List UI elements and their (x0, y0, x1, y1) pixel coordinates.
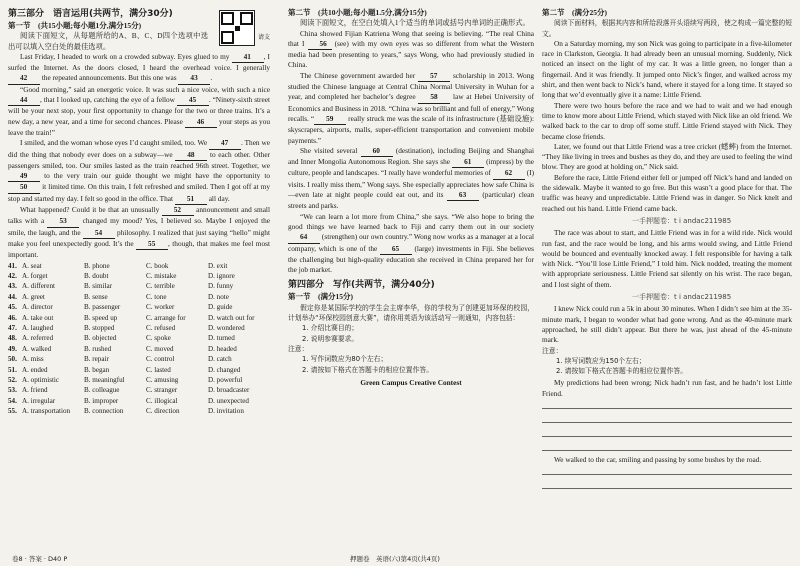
option-choice[interactable]: B. speed up (84, 313, 118, 322)
blank-50[interactable]: 50 (8, 182, 40, 193)
option-choice[interactable]: B. connection (84, 407, 124, 416)
blank-45[interactable]: 45 (177, 95, 209, 106)
blank-56[interactable]: 56 (308, 39, 332, 50)
option-choice[interactable]: D. turned (208, 334, 235, 343)
blank-54[interactable]: 54 (83, 228, 115, 239)
option-choice[interactable]: B. objected (84, 334, 117, 343)
option-choice[interactable]: B. repair (84, 355, 109, 364)
watermark-text: 一手押题卷：t i andac211985 (632, 216, 732, 225)
option-choice[interactable]: C. control (146, 355, 175, 364)
cloze-paragraph-2: “Good morning,” said an energetic voice. It was such a nice voice, with such a nice 44 , that I looked up, catching the eye of a fellow 45 . “Ninety-sixth street will be your next stop, your first opportunity to change for the two or three trains. It’s a new day, a new year, and a time for second chances. Please 46 your steps as you leave the train!” (8, 84, 271, 137)
option-choice[interactable]: A. different (22, 282, 55, 291)
option-number: 42. (8, 271, 17, 280)
option-number: 44. (8, 292, 17, 301)
option-choice[interactable]: B. rushed (84, 344, 112, 353)
continuation-start-1: My predictions had been wrong; Nick hadn’t run fast, and he hadn’t lost Little Friend. (542, 378, 792, 398)
option-choice[interactable]: D. headed (208, 344, 237, 353)
option-number: 55. (8, 407, 17, 416)
story-paragraph-2: There were two hours before the race and we had to wait and we had enough time to know more about Little Friend, which stayed with Nick like an old friend. We walked back to the car to drop off some stuff. Little Friend stayed with Nick. They became close friends. (542, 100, 792, 141)
option-choice[interactable]: D. invitation (208, 407, 244, 416)
column-cloze (8, 8, 270, 417)
watermark-text-2: 一手押题卷：t i andac211985 (632, 293, 732, 302)
option-choice[interactable]: A. forget (22, 271, 48, 280)
blank-61[interactable]: 61 (452, 157, 484, 168)
writing1-note-1: 1. 写作词数应为80个左右； (302, 355, 388, 364)
cloze-options-grid (8, 261, 270, 417)
option-number: 47. (8, 323, 17, 332)
answer-line[interactable] (542, 413, 792, 423)
option-choice[interactable]: A. seat (22, 261, 42, 270)
option-choice[interactable]: C. lasted (146, 365, 171, 374)
option-number: 43. (8, 282, 17, 291)
option-choice[interactable]: B. passenger (84, 303, 121, 312)
answer-line[interactable] (542, 399, 792, 409)
option-choice[interactable]: C. terrible (146, 282, 175, 291)
writing1-task: 假定你是某国际学校的学生会主席李华，你的学校为了创建更加环保的校园，计划举办“环保校园创意大赛”，请你用英语为该活动写一则通知，内容包括： (288, 303, 534, 323)
cloze-paragraph-4: What happened? Could it be that an unusually 52 announcement and small talks with a 53 changed my mood? Yes, I believed so. Maybe I enjoyed the smile, the laugh, and the 54 philosophy. I realized that just saying “hello” might make you feel unexpectedly good. It’s the 55 , though, that makes me feel most important. (8, 205, 270, 260)
blank-47[interactable]: 47 (209, 138, 241, 149)
option-choice[interactable]: C. tone (146, 292, 167, 301)
writing1-point-2: 2. 说明参赛要求。 (302, 334, 359, 343)
option-choice[interactable]: C. mistake (146, 271, 177, 280)
page-footer-center: 押题卷 英语(六)第4页(共4页) (350, 555, 440, 563)
option-choice[interactable]: A. ended (22, 365, 48, 374)
section1-instructions: 阅读下面短文，从每题所给的A、B、C、D四个选项中选出可以填入空白处的最佳选项。 (8, 31, 208, 51)
option-choice[interactable]: D. guide (208, 303, 233, 312)
writing2-note-1: 1. 续写词数应为150个左右； (556, 356, 646, 365)
option-number: 51. (8, 365, 17, 374)
continuation-start-2: We walked to the car, smiling and passing by some bushes by the road. (554, 454, 762, 464)
grammar-paragraph-1: China showed Fijian Katriena Wong that seeing is believing. “The real China that I 56 (see) with my own eyes was so different from what the Western media had been presenting to years,” says Wong, who had previously studied in China. (288, 28, 535, 70)
blank-57[interactable]: 57 (418, 71, 450, 82)
option-choice[interactable]: C. worker (146, 303, 175, 312)
option-choice[interactable]: B. improper (84, 396, 119, 405)
writing2-instructions: 阅读下面材料，根据其内容和所给段落开头语续写两段，使之构成一篇完整的短文。 (542, 19, 792, 38)
cloze-paragraph-1: Last Friday, I headed to work on a crowded subway. Eyes glued to my 41 , I surfed the Internet. As the doors closed, I heard the overhead voice. I generally 42 the repeated announcements. But this one was 43 . (8, 52, 270, 85)
option-number: 53. (8, 386, 17, 395)
cloze-paragraph-3: I smiled, and the woman whose eyes I’d caught smiled, too. We 47 . Then we did the thing that nobody ever does on a subway—we 48 to each other. Other passengers smiled, too. Our smiles lasted as the train reached 96th street. Together, we 49 to the very train our guide thought we might have the opportunity to 50 it limited time. On this train, I felt refreshed and smiled. Then I got off at my stop and started my day. I felt so good in the office. That 51 all day. (8, 138, 270, 205)
answer-line[interactable] (542, 441, 792, 451)
option-choice[interactable]: C. stranger (146, 386, 178, 395)
story-paragraph-4: Before the race, Little Friend either fell or jumped off Nick’s hand and landed on the sidewalk. Maybe it wanted to go free. But this wasn’t a good place for that. The traffic was heavy and unpredictable. Little Friend was in danger. So Nick knelt and reached out his hand. Little Friend came back. (542, 172, 792, 213)
option-choice[interactable]: A. walked (22, 344, 52, 353)
writing1-title: 第一节 (满分15分) (288, 292, 353, 302)
blank-53[interactable]: 53 (47, 216, 79, 227)
qr-code-icon[interactable] (219, 10, 255, 46)
option-choice[interactable]: A. miss (22, 355, 44, 364)
option-choice[interactable]: B. began (84, 365, 110, 374)
grammar-paragraph-2: The Chinese government awarded her 57 scholarship in 2013. Wong studied the Chinese language at Central China Normal University in Wuhan for a year, and completed her bachelor’s degree 58 law at Hebei University of Economics and Business in 2018. “China was so brilliant and full of energy,” Wong recalls. “ 59 really struck me was the scale of its infrastructure (基础设施): skyscrapers, airports, malls, super-efficient transportation and convenient mobile payments.” (288, 70, 535, 145)
blank-43[interactable]: 43 (178, 73, 210, 84)
blank-44[interactable]: 44 (8, 95, 40, 106)
qr-caption: 请支 (258, 34, 271, 41)
column-grammar-writing (288, 8, 534, 388)
option-choice[interactable]: C. moved (146, 344, 174, 353)
option-number: 52. (8, 376, 17, 384)
option-choice[interactable]: A. optimistic (22, 376, 60, 384)
option-choice[interactable]: A. irregular (22, 396, 56, 405)
writing2-notes-label: 注意： (542, 346, 563, 355)
page-footer-left: 卷8 · 答案 · D40 P (12, 555, 68, 563)
writing2-note-2: 2. 请按如下格式在答题卡的相应位置作答。 (556, 367, 687, 376)
option-number: 48. (8, 334, 17, 343)
option-choice[interactable]: C. refused (146, 323, 176, 332)
option-choice[interactable]: B. colleague (84, 386, 120, 395)
blank-55[interactable]: 55 (136, 239, 168, 250)
option-choice[interactable]: C. amusing (146, 376, 179, 384)
option-choice[interactable]: C. book (146, 261, 169, 270)
option-choice[interactable]: C. direction (146, 407, 180, 416)
story-paragraph-5: The race was about to start, and Little Friend was in for a wild ride. Nick would run fast, and the race would be long, and his arms would swing, and Little Friend would be bounced and eventually knocked away. I felt responsible for having a talk with Nick. “You’ll lose Little Friend,” I told him. Nick nodded, treating the moment with appropriate seriousness. Little Friend sat silently on his wrist. The race began, and I lost sight of them. (542, 228, 792, 289)
option-number: 54. (8, 396, 17, 405)
answer-line[interactable] (542, 465, 792, 475)
option-choice[interactable]: C. illogical (146, 396, 178, 405)
section2-title: 第二节 (共10小题;每小题1.5分,满分15分) (288, 8, 427, 17)
writing1-point-1: 1. 介绍比赛目的； (302, 324, 359, 333)
option-choice[interactable]: B. similar (84, 282, 112, 291)
writing2-title: 第二节 (满分25分) (542, 8, 607, 17)
option-choice[interactable]: D. catch (208, 355, 232, 364)
blank-59[interactable]: 59 (314, 114, 346, 125)
blank-42[interactable]: 42 (8, 73, 40, 84)
option-number: 49. (8, 344, 17, 353)
option-choice[interactable]: B. meaningful (84, 376, 125, 384)
option-choice[interactable]: D. funny (208, 282, 234, 291)
answer-line[interactable] (542, 427, 792, 437)
option-choice[interactable]: A. take out (22, 313, 54, 322)
option-choice[interactable]: D. changed (208, 365, 241, 374)
option-choice[interactable]: B. sense (84, 292, 108, 301)
option-choice[interactable]: A. friend (22, 386, 48, 395)
option-choice[interactable]: A. director (22, 303, 53, 312)
writing1-notes-label: 注意： (288, 344, 309, 353)
contest-title: Green Campus Creative Contest (360, 377, 462, 387)
option-choice[interactable]: D. unexpected (208, 396, 249, 405)
option-number: 45. (8, 303, 17, 312)
option-choice[interactable]: A. transportation (22, 407, 71, 416)
story-paragraph-1: On a Saturday morning, my son Nick was going to participate in a five-kilometer race in Clarkston, Georgia. It had already been an unusual morning. Suddenly, Nick noticed an insect on the light of my car. It was a little green, no longer than a fingernail. And it was friendly. It jumped onto Nick’s finger, and walked across my shirt, and then went back to Nick’s hand, where it stayed for a long time. It stayed so long that we’d eventually give it a name: Little Friend. (542, 38, 792, 100)
part3-title: 第三部分 语言运用(共两节，满分30分) (8, 9, 173, 19)
grammar-paragraph-4: “We can learn a lot more from China,” she says. “We also hope to bring the good things we have learned back to Fiji and carry them out in our society 64 (strengthen) our own country.” Wong now works as a manager at a local company, which is one of the 65 (large) investments in Fiji. She believes the challenging but high-quality education she received in China prepared her for the job market. (288, 211, 535, 275)
column-continuation-writing (542, 8, 792, 493)
blank-52[interactable]: 52 (162, 205, 194, 216)
writing1-note-2: 2. 请按如下格式在答题卡的相应位置作答。 (302, 365, 433, 374)
option-choice[interactable]: D. exit (208, 261, 228, 270)
blank-49[interactable]: 49 (8, 171, 40, 182)
blank-60[interactable]: 60 (361, 146, 393, 157)
blank-51[interactable]: 51 (175, 194, 207, 205)
blank-46[interactable]: 46 (185, 117, 217, 128)
answer-line[interactable] (542, 479, 792, 489)
option-number: 50. (8, 355, 17, 364)
option-choice[interactable]: D. broadcaster (208, 386, 250, 395)
option-choice[interactable]: D. wondered (208, 323, 245, 332)
blank-41[interactable]: 41 (232, 52, 264, 63)
blank-58[interactable]: 58 (418, 92, 450, 103)
option-choice[interactable]: D. powerful (208, 376, 243, 384)
blank-48[interactable]: 48 (175, 150, 207, 161)
option-choice[interactable]: C. arrange for (146, 313, 186, 322)
part4-title: 第四部分 写作(共两节，满分40分) (288, 280, 435, 291)
option-choice[interactable]: A. greet (22, 292, 45, 301)
section1-title: 第一节 (共15小题;每小题1分,满分15分) (8, 21, 142, 30)
grammar-paragraph-3: She visited several 60 (destination), including Beijing and Shanghai and Inner Mongolia Autonomous Region. She says she 61 (impress) by the culture, people and landscapes. “I really have wonderful memories of 62 (I) visits. I really miss them,” Wong says. She especially appreciates how safe China is—even late at night people could eat out, and its 63 (particular) clean streets and parks. (288, 145, 535, 211)
option-choice[interactable]: D. note (208, 292, 229, 301)
option-number: 41. (8, 261, 17, 270)
option-choice[interactable]: A. laughed (22, 323, 54, 332)
story-paragraph-6: I knew Nick could run a 5k in about 30 minutes. When I didn’t see him at the 35-minute mark, I began to wonder what had gone wrong. And as the 40-minute mark approached, he still didn’t appear. But there he was, just ahead of the 45-minute mark. (542, 304, 792, 345)
option-choice[interactable]: C. spoke (146, 334, 171, 343)
blank-63[interactable]: 63 (447, 190, 479, 201)
option-choice[interactable]: B. doubt (84, 271, 109, 280)
option-choice[interactable]: B. stopped (84, 323, 115, 332)
story-paragraph-3: Later, we found out that Little Friend was a tree cricket (蟋蟀) from the Internet. “They like living in trees and bushes as they do, and they are used to feeling the wind blow. They are good at holding on,” Nick said. (542, 141, 792, 172)
option-choice[interactable]: A. referred (22, 334, 54, 343)
section2-instructions: 阅读下面短文，在空白处填入1个适当的单词或括号内单词的正确形式。 (300, 18, 530, 28)
option-choice[interactable]: D. watch out for (208, 313, 255, 322)
blank-62[interactable]: 62 (493, 168, 525, 179)
blank-64[interactable]: 64 (288, 232, 320, 243)
blank-65[interactable]: 65 (380, 244, 412, 255)
option-number: 46. (8, 313, 17, 322)
option-choice[interactable]: D. ignore (208, 271, 235, 280)
option-choice[interactable]: B. phone (84, 261, 110, 270)
